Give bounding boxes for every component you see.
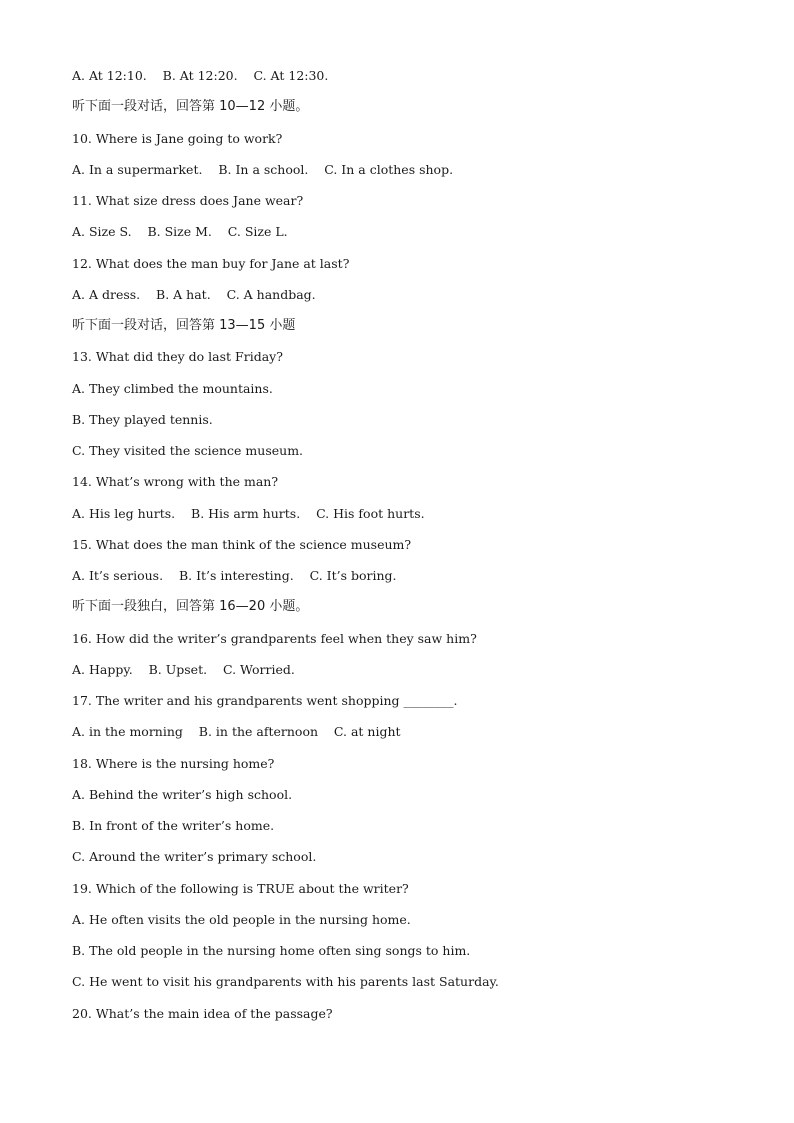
answer-options-q16: A. Happy. B. Upset. C. Worried. bbox=[72, 661, 295, 677]
answer-option-q19-c: C. He went to visit his grandparents with his parents last Saturday. bbox=[72, 974, 499, 990]
question-14: 14. What’s wrong with the man? bbox=[72, 474, 279, 490]
question-16: 16. How did the writer’s grandparents feel when they saw him? bbox=[72, 630, 477, 646]
exam-page bbox=[72, 66, 752, 1035]
question-13: 13. What did they do last Friday? bbox=[72, 349, 283, 365]
answer-options-q9: A. At 12:10. B. At 12:20. C. At 12:30. bbox=[72, 68, 329, 83]
answer-options-q10: A. In a supermarket. B. In a school. C. In a clothes shop. bbox=[72, 161, 454, 177]
answer-option-q13-b: B. They played tennis. bbox=[72, 411, 213, 427]
answer-options-q14: A. His leg hurts. B. His arm hurts. C. His foot hurts. bbox=[72, 505, 425, 521]
question-15: 15. What does the man think of the science museum? bbox=[72, 536, 412, 552]
question-10: 10. Where is Jane going to work? bbox=[72, 130, 283, 146]
answer-option-q19-a: A. He often visits the old people in the nursing home. bbox=[72, 911, 411, 927]
question-12: 12. What does the man buy for Jane at last? bbox=[72, 255, 350, 271]
answer-options-q12: A. A dress. B. A hat. C. A handbag. bbox=[72, 286, 316, 302]
answer-option-q13-c: C. They visited the science museum. bbox=[72, 443, 304, 458]
answer-option-q19-b: B. The old people in the nursing home often sing songs to him. bbox=[72, 943, 471, 958]
question-18: 18. Where is the nursing home? bbox=[72, 755, 275, 771]
question-19: 19. Which of the following is TRUE about the writer? bbox=[72, 880, 409, 896]
section-instruction-16-20: 听下面一段独白，回答第 16—20 小题。 bbox=[72, 599, 309, 615]
answer-option-q18-a: A. Behind the writer’s high school. bbox=[72, 786, 293, 802]
answer-options-q15: A. It’s serious. B. It’s interesting. C. It’s boring. bbox=[72, 568, 397, 583]
question-20: 20. What’s the main idea of the passage? bbox=[72, 1005, 333, 1021]
section-instruction-10-12: 听下面一段对话，回答第 10—12 小题。 bbox=[72, 99, 309, 115]
answer-option-q18-b: B. In front of the writer’s home. bbox=[72, 818, 275, 833]
answer-options-q17: A. in the morning B. in the afternoon C. at night bbox=[72, 724, 401, 740]
answer-option-q18-c: C. Around the writer’s primary school. bbox=[72, 849, 317, 865]
answer-option-q13-a: A. They climbed the mountains. bbox=[72, 380, 273, 396]
question-11: 11. What size dress does Jane wear? bbox=[72, 193, 304, 208]
section-instruction-13-15: 听下面一段对话，回答第 13—15 小题 bbox=[72, 318, 296, 333]
answer-options-q11: A. Size S. B. Size M. C. Size L. bbox=[72, 224, 288, 240]
question-17: 17. The writer and his grandparents went shopping ________. bbox=[72, 693, 458, 708]
